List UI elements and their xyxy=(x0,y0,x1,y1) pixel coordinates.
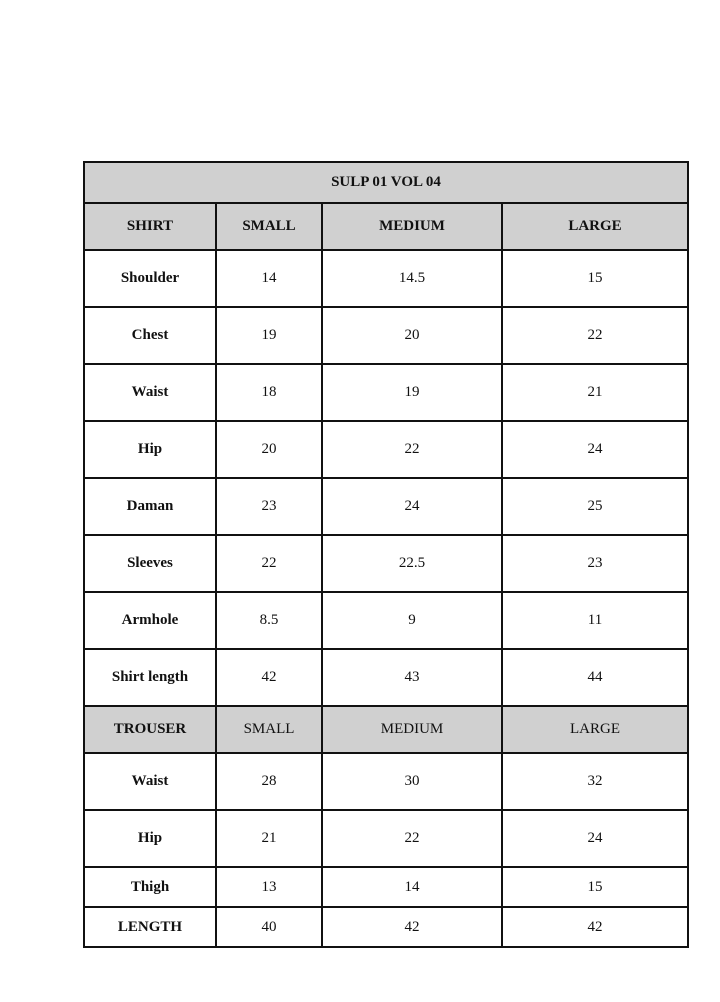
row-label: Hip xyxy=(84,810,216,867)
table-cell: 24 xyxy=(502,810,688,867)
row-label: LENGTH xyxy=(84,907,216,947)
table-cell: 14 xyxy=(216,250,322,307)
table-cell: 28 xyxy=(216,753,322,810)
table-cell: 23 xyxy=(216,478,322,535)
table-row xyxy=(84,535,688,592)
table-cell: 19 xyxy=(322,364,502,421)
table-row xyxy=(84,753,688,810)
table-cell: 14 xyxy=(322,867,502,907)
row-label: Daman xyxy=(84,478,216,535)
table-cell: 22 xyxy=(216,535,322,592)
table-row xyxy=(84,592,688,649)
table-cell: 9 xyxy=(322,592,502,649)
table-cell: 22 xyxy=(322,810,502,867)
table-cell: 40 xyxy=(216,907,322,947)
table-row xyxy=(84,307,688,364)
table-row xyxy=(84,421,688,478)
trouser-header-cell: SMALL xyxy=(216,706,322,753)
table-row xyxy=(84,478,688,535)
row-label: Waist xyxy=(84,364,216,421)
shirt-header-row xyxy=(84,203,688,250)
trouser-header-cell: MEDIUM xyxy=(322,706,502,753)
table-cell: 32 xyxy=(502,753,688,810)
shirt-header-cell: LARGE xyxy=(502,203,688,250)
table-cell: 42 xyxy=(322,907,502,947)
table-row xyxy=(84,810,688,867)
row-label: Waist xyxy=(84,753,216,810)
table-cell: 22.5 xyxy=(322,535,502,592)
title-row xyxy=(84,162,688,203)
table-cell: 19 xyxy=(216,307,322,364)
table-cell: 14.5 xyxy=(322,250,502,307)
table-cell: 24 xyxy=(502,421,688,478)
chart-title: SULP 01 VOL 04 xyxy=(84,162,688,203)
shirt-header-cell: SMALL xyxy=(216,203,322,250)
table-cell: 20 xyxy=(216,421,322,478)
row-label: Sleeves xyxy=(84,535,216,592)
table-cell: 20 xyxy=(322,307,502,364)
row-label: Chest xyxy=(84,307,216,364)
trouser-header-row xyxy=(84,706,688,753)
row-label: Shoulder xyxy=(84,250,216,307)
table-cell: 21 xyxy=(502,364,688,421)
table-row xyxy=(84,364,688,421)
table-cell: 15 xyxy=(502,250,688,307)
shirt-header-cell: MEDIUM xyxy=(322,203,502,250)
table-cell: 22 xyxy=(322,421,502,478)
table-cell: 24 xyxy=(322,478,502,535)
shirt-header-cell: SHIRT xyxy=(84,203,216,250)
row-label: Armhole xyxy=(84,592,216,649)
table-cell: 30 xyxy=(322,753,502,810)
table-row xyxy=(84,649,688,706)
table-cell: 23 xyxy=(502,535,688,592)
table-cell: 11 xyxy=(502,592,688,649)
table-row xyxy=(84,250,688,307)
table-cell: 43 xyxy=(322,649,502,706)
table-cell: 25 xyxy=(502,478,688,535)
size-chart-table xyxy=(83,161,689,948)
table-cell: 21 xyxy=(216,810,322,867)
table-cell: 22 xyxy=(502,307,688,364)
row-label: Thigh xyxy=(84,867,216,907)
row-label: Shirt length xyxy=(84,649,216,706)
table-cell: 8.5 xyxy=(216,592,322,649)
table-cell: 44 xyxy=(502,649,688,706)
table-cell: 18 xyxy=(216,364,322,421)
table-cell: 42 xyxy=(502,907,688,947)
trouser-header-cell: TROUSER xyxy=(84,706,216,753)
trouser-header-cell: LARGE xyxy=(502,706,688,753)
table-cell: 13 xyxy=(216,867,322,907)
table-cell: 15 xyxy=(502,867,688,907)
table-row xyxy=(84,867,688,907)
row-label: Hip xyxy=(84,421,216,478)
table-row xyxy=(84,907,688,947)
table-cell: 42 xyxy=(216,649,322,706)
